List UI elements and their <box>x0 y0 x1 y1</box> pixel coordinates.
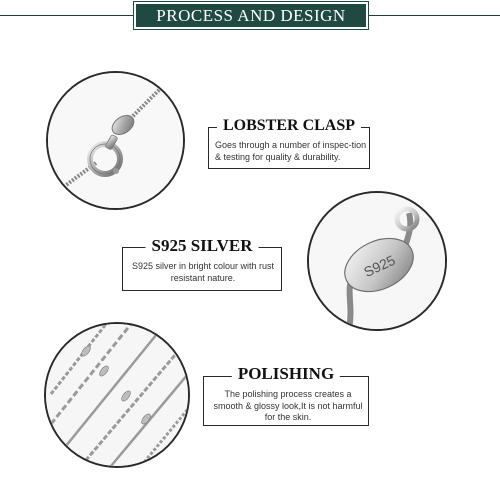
s925-silver-card <box>122 236 282 291</box>
lobster-clasp-description: Goes through a number of inspec-tion & testing for quality & durability. <box>215 140 367 162</box>
section-banner: PROCESS AND DESIGN <box>134 2 368 29</box>
header-rule-left <box>0 15 134 16</box>
lobster-clasp-title: LOBSTER CLASP <box>217 117 361 135</box>
s925-tag-photo <box>307 191 447 331</box>
s925-silver-description: S925 silver in bright colour with rust resistant nature. <box>131 261 275 283</box>
header-rule-right <box>368 15 500 16</box>
chain-styles-photo <box>44 322 190 468</box>
polishing-title: POLISHING <box>232 364 340 384</box>
s925-silver-title: S925 SILVER <box>146 236 259 256</box>
lobster-clasp-card <box>208 117 370 169</box>
polishing-card <box>203 364 369 426</box>
polishing-description: The polishing process creates a smooth & glossy look,It is not harmful for the skin. <box>213 389 363 422</box>
s925-stamp-text: S925 <box>361 251 398 281</box>
lobster-clasp-photo <box>46 71 185 210</box>
